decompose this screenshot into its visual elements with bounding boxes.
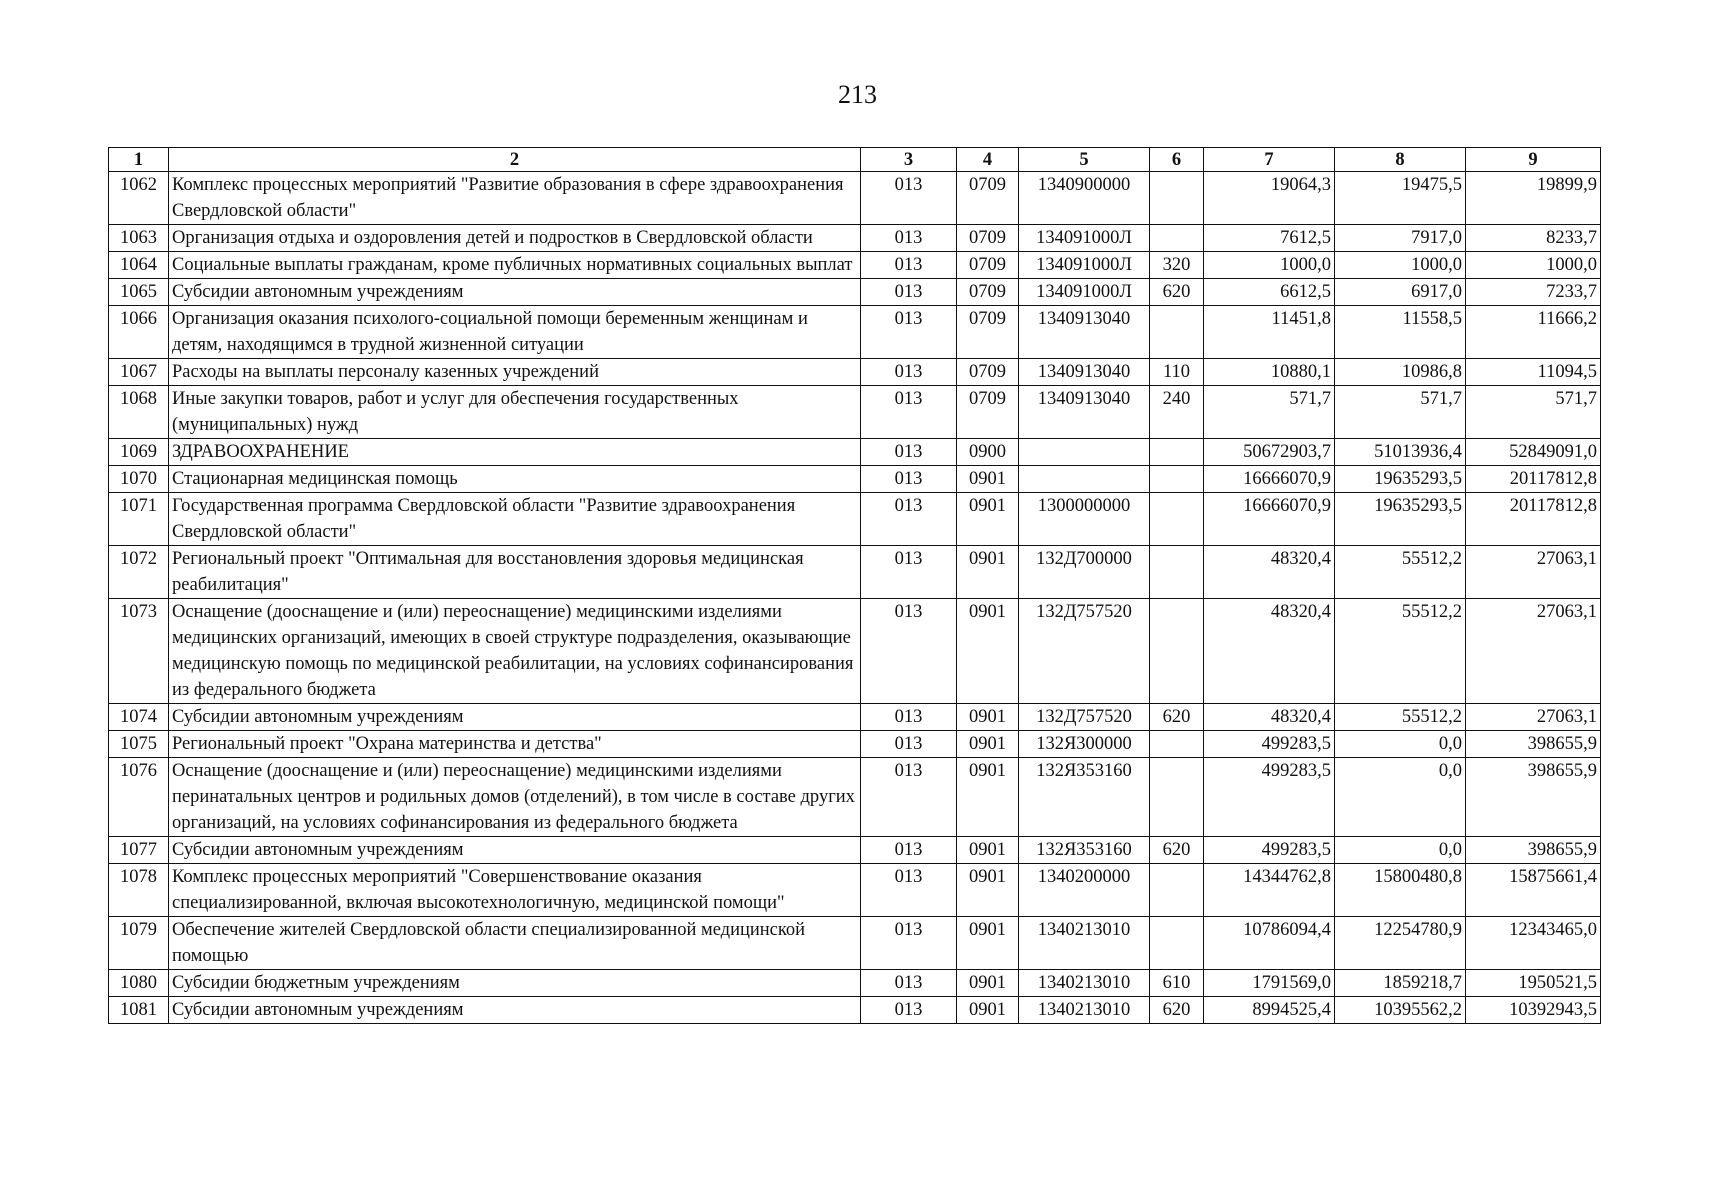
amount-cell: 499283,5 [1204, 731, 1335, 758]
item-name-cell: Оснащение (дооснащение и (или) переоснащение) медицинскими изделиями перинатальных центров и родильных домов (отделений), в том числе в составе других организаций, на условиях софинансирования из федерального бюджета [169, 758, 861, 837]
amount-cell: 10392943,5 [1466, 997, 1601, 1024]
amount-cell: 48320,4 [1204, 599, 1335, 704]
target-article-cell: 1340213010 [1019, 917, 1150, 970]
amount-cell: 12254780,9 [1335, 917, 1466, 970]
row-number-cell: 1071 [109, 493, 169, 546]
section-code-cell: 0901 [957, 493, 1019, 546]
row-number-cell: 1080 [109, 970, 169, 997]
expense-type-cell: 610 [1150, 970, 1204, 997]
target-article-cell: 1340200000 [1019, 864, 1150, 917]
row-number-cell: 1067 [109, 359, 169, 386]
target-article-cell: 134091000Л [1019, 225, 1150, 252]
section-code-cell: 0901 [957, 970, 1019, 997]
target-article-cell: 1340913040 [1019, 386, 1150, 439]
item-name-cell: Региональный проект "Охрана материнства и детства" [169, 731, 861, 758]
item-name-cell: Социальные выплаты гражданам, кроме публичных нормативных социальных выплат [169, 252, 861, 279]
amount-cell: 1000,0 [1335, 252, 1466, 279]
table-row [109, 279, 1601, 306]
column-header: 6 [1150, 148, 1204, 172]
expense-type-cell [1150, 731, 1204, 758]
amount-cell: 6612,5 [1204, 279, 1335, 306]
item-name-cell: Обеспечение жителей Свердловской области специализированной медицинской помощью [169, 917, 861, 970]
amount-cell: 19064,3 [1204, 172, 1335, 225]
department-code-cell: 013 [861, 704, 957, 731]
item-name-cell: Субсидии автономным учреждениям [169, 704, 861, 731]
department-code-cell: 013 [861, 252, 957, 279]
amount-cell: 11451,8 [1204, 306, 1335, 359]
table-row [109, 172, 1601, 225]
amount-cell: 48320,4 [1204, 704, 1335, 731]
item-name-cell: Государственная программа Свердловской области "Развитие здравоохранения Свердловской области" [169, 493, 861, 546]
item-name-cell: Иные закупки товаров, работ и услуг для обеспечения государственных (муниципальных) нужд [169, 386, 861, 439]
table-row [109, 252, 1601, 279]
section-code-cell: 0901 [957, 731, 1019, 758]
table-row [109, 704, 1601, 731]
amount-cell: 19635293,5 [1335, 493, 1466, 546]
section-code-cell: 0901 [957, 997, 1019, 1024]
amount-cell: 6917,0 [1335, 279, 1466, 306]
amount-cell: 7612,5 [1204, 225, 1335, 252]
table-row [109, 864, 1601, 917]
expense-type-cell: 110 [1150, 359, 1204, 386]
amount-cell: 55512,2 [1335, 599, 1466, 704]
expense-type-cell [1150, 546, 1204, 599]
amount-cell: 7917,0 [1335, 225, 1466, 252]
amount-cell: 19899,9 [1466, 172, 1601, 225]
table-row [109, 225, 1601, 252]
department-code-cell: 013 [861, 731, 957, 758]
section-code-cell: 0709 [957, 306, 1019, 359]
target-article-cell: 1340913040 [1019, 359, 1150, 386]
target-article-cell: 1340213010 [1019, 997, 1150, 1024]
expense-type-cell: 620 [1150, 279, 1204, 306]
row-number-cell: 1068 [109, 386, 169, 439]
section-code-cell: 0709 [957, 386, 1019, 439]
amount-cell: 1000,0 [1466, 252, 1601, 279]
item-name-cell: Организация отдыха и оздоровления детей и подростков в Свердловской области [169, 225, 861, 252]
expense-type-cell [1150, 493, 1204, 546]
table-row [109, 439, 1601, 466]
section-code-cell: 0901 [957, 864, 1019, 917]
item-name-cell: Субсидии автономным учреждениям [169, 837, 861, 864]
item-name-cell: Субсидии бюджетным учреждениям [169, 970, 861, 997]
expense-type-cell: 620 [1150, 997, 1204, 1024]
department-code-cell: 013 [861, 546, 957, 599]
column-header: 1 [109, 148, 169, 172]
table-row [109, 466, 1601, 493]
amount-cell: 1950521,5 [1466, 970, 1601, 997]
table-body [109, 172, 1601, 1024]
column-header: 9 [1466, 148, 1601, 172]
target-article-cell: 132Я300000 [1019, 731, 1150, 758]
expense-type-cell [1150, 225, 1204, 252]
target-article-cell: 132Д700000 [1019, 546, 1150, 599]
table-row [109, 386, 1601, 439]
amount-cell: 27063,1 [1466, 704, 1601, 731]
target-article-cell: 132Я353160 [1019, 758, 1150, 837]
item-name-cell: Субсидии автономным учреждениям [169, 279, 861, 306]
department-code-cell: 013 [861, 917, 957, 970]
expense-type-cell [1150, 864, 1204, 917]
amount-cell: 20117812,8 [1466, 466, 1601, 493]
amount-cell: 11666,2 [1466, 306, 1601, 359]
row-number-cell: 1063 [109, 225, 169, 252]
amount-cell: 20117812,8 [1466, 493, 1601, 546]
row-number-cell: 1069 [109, 439, 169, 466]
target-article-cell: 1340913040 [1019, 306, 1150, 359]
target-article-cell: 1340900000 [1019, 172, 1150, 225]
section-code-cell: 0901 [957, 758, 1019, 837]
item-name-cell: Оснащение (дооснащение и (или) переоснащение) медицинскими изделиями медицинских организаций, имеющих в своей структуре подразделения, оказывающие медицинскую помощь по медицинской реабилитации, на условиях софинансирования из федерального бюджета [169, 599, 861, 704]
row-number-cell: 1066 [109, 306, 169, 359]
amount-cell: 398655,9 [1466, 758, 1601, 837]
amount-cell: 50672903,7 [1204, 439, 1335, 466]
amount-cell: 8233,7 [1466, 225, 1601, 252]
expense-type-cell: 620 [1150, 837, 1204, 864]
department-code-cell: 013 [861, 970, 957, 997]
amount-cell: 19635293,5 [1335, 466, 1466, 493]
section-code-cell: 0901 [957, 917, 1019, 970]
header-row [109, 148, 1601, 172]
table-row [109, 493, 1601, 546]
amount-cell: 12343465,0 [1466, 917, 1601, 970]
amount-cell: 16666070,9 [1204, 466, 1335, 493]
target-article-cell [1019, 439, 1150, 466]
row-number-cell: 1072 [109, 546, 169, 599]
department-code-cell: 013 [861, 359, 957, 386]
table-row [109, 837, 1601, 864]
amount-cell: 8994525,4 [1204, 997, 1335, 1024]
department-code-cell: 013 [861, 466, 957, 493]
table-row [109, 997, 1601, 1024]
table-row [109, 546, 1601, 599]
target-article-cell: 134091000Л [1019, 279, 1150, 306]
expense-type-cell: 240 [1150, 386, 1204, 439]
target-article-cell: 1340213010 [1019, 970, 1150, 997]
department-code-cell: 013 [861, 997, 957, 1024]
amount-cell: 1000,0 [1204, 252, 1335, 279]
column-header: 5 [1019, 148, 1150, 172]
budget-table [108, 147, 1601, 1024]
row-number-cell: 1079 [109, 917, 169, 970]
column-header: 7 [1204, 148, 1335, 172]
department-code-cell: 013 [861, 225, 957, 252]
row-number-cell: 1077 [109, 837, 169, 864]
amount-cell: 10395562,2 [1335, 997, 1466, 1024]
target-article-cell: 132Я353160 [1019, 837, 1150, 864]
section-code-cell: 0901 [957, 546, 1019, 599]
table-row [109, 599, 1601, 704]
expense-type-cell [1150, 599, 1204, 704]
amount-cell: 1859218,7 [1335, 970, 1466, 997]
expense-type-cell: 320 [1150, 252, 1204, 279]
amount-cell: 19475,5 [1335, 172, 1466, 225]
amount-cell: 398655,9 [1466, 837, 1601, 864]
item-name-cell: Комплекс процессных мероприятий "Совершенствование оказания специализированной, включая высокотехнологичную, медицинской помощи" [169, 864, 861, 917]
table-row [109, 970, 1601, 997]
amount-cell: 0,0 [1335, 731, 1466, 758]
row-number-cell: 1062 [109, 172, 169, 225]
amount-cell: 55512,2 [1335, 704, 1466, 731]
section-code-cell: 0901 [957, 837, 1019, 864]
section-code-cell: 0901 [957, 704, 1019, 731]
expense-type-cell [1150, 466, 1204, 493]
column-header: 3 [861, 148, 957, 172]
department-code-cell: 013 [861, 837, 957, 864]
row-number-cell: 1070 [109, 466, 169, 493]
row-number-cell: 1073 [109, 599, 169, 704]
table-row [109, 731, 1601, 758]
amount-cell: 14344762,8 [1204, 864, 1335, 917]
department-code-cell: 013 [861, 864, 957, 917]
row-number-cell: 1065 [109, 279, 169, 306]
table-row [109, 917, 1601, 970]
row-number-cell: 1076 [109, 758, 169, 837]
expense-type-cell [1150, 172, 1204, 225]
amount-cell: 16666070,9 [1204, 493, 1335, 546]
expense-type-cell: 620 [1150, 704, 1204, 731]
item-name-cell: Расходы на выплаты персоналу казенных учреждений [169, 359, 861, 386]
item-name-cell: Региональный проект "Оптимальная для восстановления здоровья медицинская реабилитация" [169, 546, 861, 599]
amount-cell: 499283,5 [1204, 837, 1335, 864]
amount-cell: 10880,1 [1204, 359, 1335, 386]
target-article-cell: 132Д757520 [1019, 704, 1150, 731]
table-row [109, 306, 1601, 359]
department-code-cell: 013 [861, 758, 957, 837]
target-article-cell: 132Д757520 [1019, 599, 1150, 704]
section-code-cell: 0709 [957, 359, 1019, 386]
department-code-cell: 013 [861, 493, 957, 546]
amount-cell: 11558,5 [1335, 306, 1466, 359]
section-code-cell: 0900 [957, 439, 1019, 466]
amount-cell: 571,7 [1335, 386, 1466, 439]
section-code-cell: 0709 [957, 252, 1019, 279]
row-number-cell: 1081 [109, 997, 169, 1024]
section-code-cell: 0901 [957, 599, 1019, 704]
amount-cell: 10786094,4 [1204, 917, 1335, 970]
amount-cell: 27063,1 [1466, 546, 1601, 599]
department-code-cell: 013 [861, 172, 957, 225]
row-number-cell: 1078 [109, 864, 169, 917]
row-number-cell: 1064 [109, 252, 169, 279]
department-code-cell: 013 [861, 599, 957, 704]
target-article-cell: 1300000000 [1019, 493, 1150, 546]
amount-cell: 0,0 [1335, 837, 1466, 864]
expense-type-cell [1150, 758, 1204, 837]
amount-cell: 55512,2 [1335, 546, 1466, 599]
amount-cell: 1791569,0 [1204, 970, 1335, 997]
amount-cell: 7233,7 [1466, 279, 1601, 306]
amount-cell: 51013936,4 [1335, 439, 1466, 466]
column-header: 4 [957, 148, 1019, 172]
amount-cell: 27063,1 [1466, 599, 1601, 704]
amount-cell: 15875661,4 [1466, 864, 1601, 917]
column-header: 8 [1335, 148, 1466, 172]
target-article-cell [1019, 466, 1150, 493]
amount-cell: 0,0 [1335, 758, 1466, 837]
amount-cell: 499283,5 [1204, 758, 1335, 837]
target-article-cell: 134091000Л [1019, 252, 1150, 279]
department-code-cell: 013 [861, 306, 957, 359]
section-code-cell: 0709 [957, 225, 1019, 252]
expense-type-cell [1150, 917, 1204, 970]
amount-cell: 398655,9 [1466, 731, 1601, 758]
row-number-cell: 1074 [109, 704, 169, 731]
amount-cell: 48320,4 [1204, 546, 1335, 599]
expense-type-cell [1150, 439, 1204, 466]
section-code-cell: 0709 [957, 172, 1019, 225]
section-code-cell: 0901 [957, 466, 1019, 493]
department-code-cell: 013 [861, 279, 957, 306]
table-row [109, 359, 1601, 386]
expense-type-cell [1150, 306, 1204, 359]
amount-cell: 11094,5 [1466, 359, 1601, 386]
amount-cell: 15800480,8 [1335, 864, 1466, 917]
row-number-cell: 1075 [109, 731, 169, 758]
department-code-cell: 013 [861, 439, 957, 466]
amount-cell: 52849091,0 [1466, 439, 1601, 466]
item-name-cell: Субсидии автономным учреждениям [169, 997, 861, 1024]
table-row [109, 758, 1601, 837]
item-name-cell: Комплекс процессных мероприятий "Развитие образования в сфере здравоохранения Свердловской области" [169, 172, 861, 225]
amount-cell: 571,7 [1466, 386, 1601, 439]
column-header: 2 [169, 148, 861, 172]
amount-cell: 10986,8 [1335, 359, 1466, 386]
item-name-cell: Стационарная медицинская помощь [169, 466, 861, 493]
department-code-cell: 013 [861, 386, 957, 439]
section-code-cell: 0709 [957, 279, 1019, 306]
page-number: 213 [838, 80, 877, 109]
item-name-cell: Организация оказания психолого-социальной помощи беременным женщинам и детям, находящимся в трудной жизненной ситуации [169, 306, 861, 359]
amount-cell: 571,7 [1204, 386, 1335, 439]
item-name-cell: ЗДРАВООХРАНЕНИЕ [169, 439, 861, 466]
